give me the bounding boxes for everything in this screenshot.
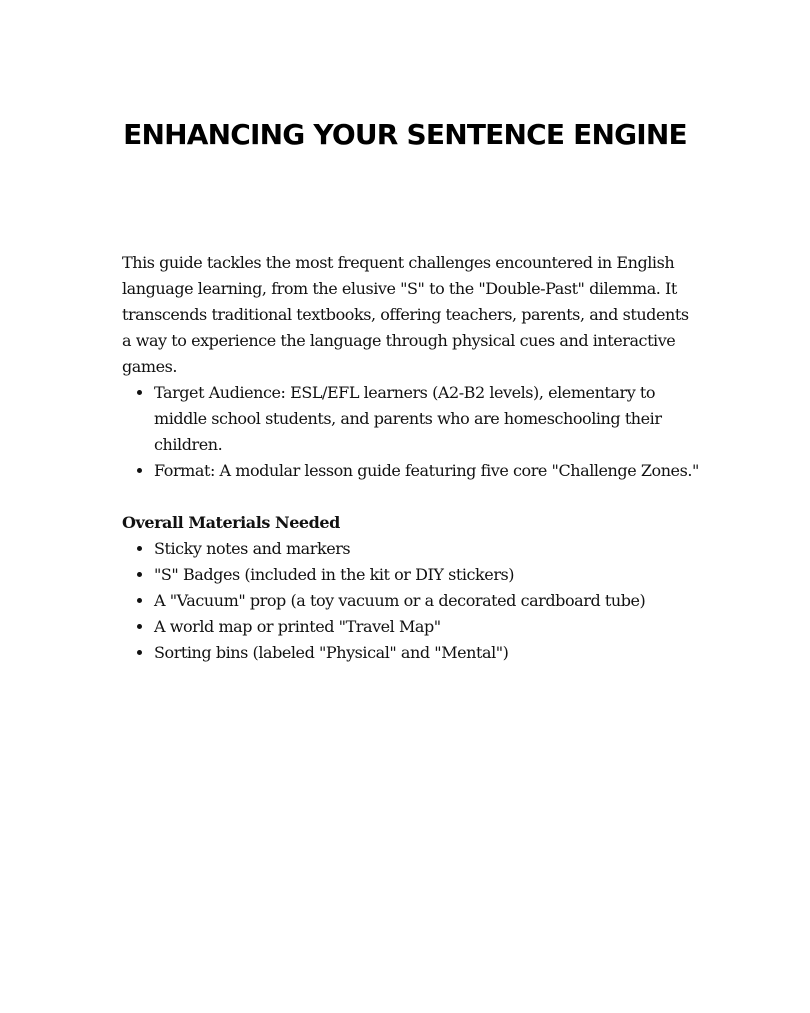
materials-list (122, 536, 702, 666)
page-title: ENHANCING YOUR SENTENCE ENGINE (123, 118, 687, 151)
details-list (122, 380, 702, 484)
intro-paragraph: This guide tackles the most frequent challenges encountered in English language learning, from the elusive "S" to the "Double-Past" dilemma. It transcends traditional textbooks, offering teachers, parents, and students a way to experience the language through physical cues and interactive games. (122, 253, 689, 376)
list-item: • A world map or printed "Travel Map" (154, 614, 702, 640)
list-item: • A "Vacuum" prop (a toy vacuum or a decorated cardboard tube) (154, 588, 702, 614)
list-item: • Sorting bins (labeled "Physical" and "Mental") (154, 640, 702, 666)
document-body (122, 250, 702, 666)
list-item-format: • Format: A modular lesson guide featuring five core "Challenge Zones." (154, 458, 702, 484)
list-item-target-audience: • Target Audience: ESL/EFL learners (A2-B2 levels), elementary to middle school students, and parents who are homeschooling their children. (154, 380, 702, 458)
list-item: • "S" Badges (included in the kit or DIY stickers) (154, 562, 702, 588)
materials-heading: Overall Materials Needed (122, 513, 340, 532)
list-item: • Sticky notes and markers (154, 536, 702, 562)
